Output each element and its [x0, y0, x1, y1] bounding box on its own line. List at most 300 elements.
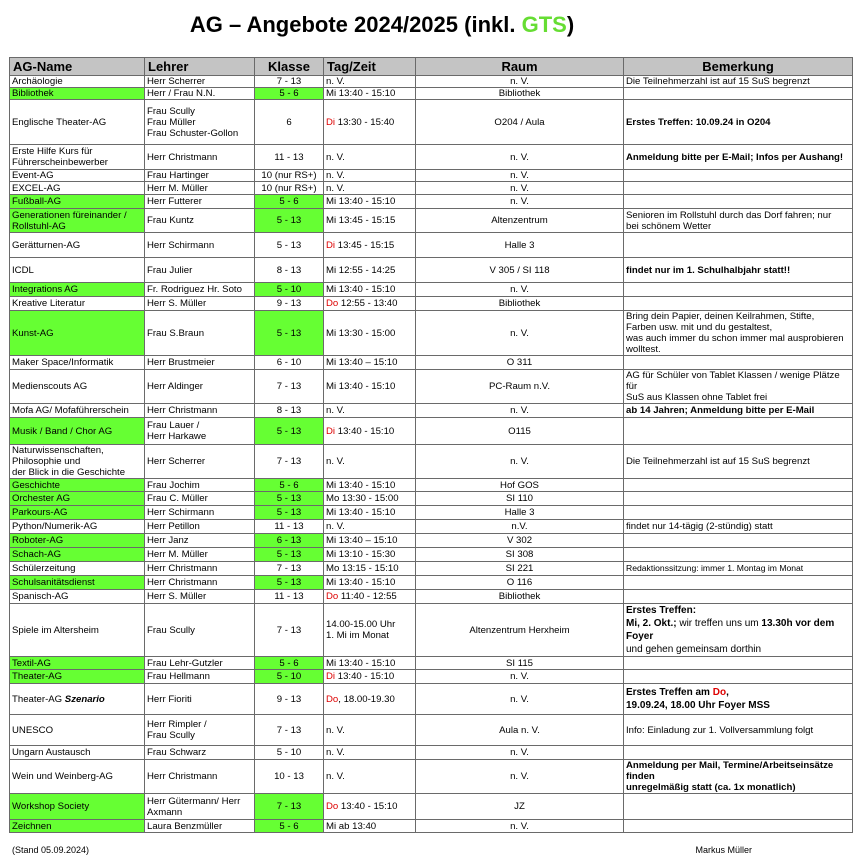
- cell-tag-zeit: n. V.: [324, 170, 416, 182]
- cell-klasse: 5 - 13: [255, 506, 324, 520]
- table-row: [10, 76, 853, 88]
- cell-tag-zeit: n. V.: [324, 746, 416, 760]
- cell-tag-zeit: n. V.: [324, 760, 416, 794]
- cell-raum: Halle 3: [416, 233, 624, 258]
- cell-lehrer: Frau Julier: [145, 258, 255, 283]
- table-row: [10, 311, 853, 356]
- cell-raum: O 311: [416, 356, 624, 370]
- line: AG für Schüler von Tablet Klassen / wenige Plätze für: [626, 370, 840, 392]
- cell-bemerkung: [624, 506, 853, 520]
- cell-klasse: 5 - 13: [255, 209, 324, 233]
- cell-lehrer: [145, 794, 255, 820]
- cell-lehrer: [145, 100, 255, 145]
- cell-tag-zeit: Mi 13:40 - 15:10: [324, 576, 416, 590]
- line: der Blick in die Geschichte: [12, 467, 126, 478]
- cell-raum: Bibliothek: [416, 297, 624, 311]
- cell-klasse: 6: [255, 100, 324, 145]
- cell-klasse: 5 - 13: [255, 311, 324, 356]
- cell-raum: SI 110: [416, 492, 624, 506]
- header-tag-zeit: Tag/Zeit: [324, 58, 416, 76]
- cell-tag-zeit: Mi 13:40 - 15:10: [324, 506, 416, 520]
- table-row: [10, 233, 853, 258]
- cell-raum: JZ: [416, 794, 624, 820]
- table-row: [10, 746, 853, 760]
- cell-bemerkung: [624, 670, 853, 684]
- line: Führerscheinbewerber: [12, 157, 108, 168]
- cell-klasse: 8 - 13: [255, 404, 324, 418]
- cell-bemerkung: [624, 209, 853, 233]
- cell-raum: n. V.: [416, 760, 624, 794]
- line: bei schönem Wetter: [626, 220, 712, 232]
- cell-klasse: 5 - 13: [255, 548, 324, 562]
- table-row: [10, 604, 853, 657]
- cell-lehrer: Herr Petillon: [145, 520, 255, 534]
- cell-lehrer: Frau Scully: [145, 604, 255, 657]
- cell-raum: SI 221: [416, 562, 624, 576]
- footer-author: Markus Müller: [695, 845, 752, 855]
- cell-raum: n. V.: [416, 684, 624, 715]
- weekday: Di: [326, 239, 336, 251]
- cell-klasse: 7 - 13: [255, 370, 324, 404]
- table-row: [10, 548, 853, 562]
- weekday: Di: [326, 116, 336, 128]
- line: Farben usw. mit und du gestaltest,: [626, 322, 773, 333]
- cell-raum: n. V.: [416, 170, 624, 182]
- cell-raum: V 302: [416, 534, 624, 548]
- cell-raum: n. V.: [416, 820, 624, 833]
- cell-raum: n. V.: [416, 670, 624, 684]
- line: Bring dein Papier, deinen Keilrahmen, Stifte,: [626, 311, 815, 322]
- line: Herr Gütermann/ Herr: [147, 795, 241, 807]
- cell-tag-zeit: Mi 13:40 - 15:10: [324, 283, 416, 297]
- cell-tag-zeit: [324, 297, 416, 311]
- table-row: [10, 209, 853, 233]
- line: Erste Hilfe Kurs für: [12, 146, 93, 157]
- cell-lehrer: Frau S.Braun: [145, 311, 255, 356]
- time: 11:40 - 12:55: [338, 591, 397, 602]
- cell-tag-zeit: Mi 12:55 - 14:25: [324, 258, 416, 283]
- table-row: [10, 479, 853, 492]
- line: Axmann: [147, 806, 183, 818]
- cell-tag-zeit: n. V.: [324, 145, 416, 170]
- cell-ag-name: Parkours-AG: [10, 506, 145, 520]
- cell-raum: V 305 / SI 118: [416, 258, 624, 283]
- cell-lehrer: Herr Christmann: [145, 576, 255, 590]
- cell-klasse: 5 - 10: [255, 283, 324, 297]
- cell-klasse: 11 - 13: [255, 520, 324, 534]
- table-row: [10, 445, 853, 479]
- cell-lehrer: Herr M. Müller: [145, 182, 255, 195]
- cell-ag-name: Musik / Band / Chor AG: [10, 418, 145, 445]
- cell-lehrer: Herr Brustmeier: [145, 356, 255, 370]
- cell-ag-name: [10, 445, 145, 479]
- cell-ag-name: Kunst-AG: [10, 311, 145, 356]
- weekday: Di: [326, 671, 336, 682]
- table-row: [10, 794, 853, 820]
- cell-bemerkung: [624, 88, 853, 100]
- line: Anmeldung per Mail, Termine/Arbeitseinsätze finden: [626, 760, 834, 782]
- cell-ag-name: Schülerzeitung: [10, 562, 145, 576]
- cell-klasse: 5 - 10: [255, 746, 324, 760]
- cell-ag-name: [10, 145, 145, 170]
- cell-raum: Aula n. V.: [416, 715, 624, 746]
- line: 19.09.24, 18.00 Uhr Foyer MSS: [626, 700, 770, 711]
- cell-tag-zeit: Mi 13:40 - 15:10: [324, 88, 416, 100]
- cell-raum: n. V.: [416, 404, 624, 418]
- cell-klasse: 6 - 10: [255, 356, 324, 370]
- cell-lehrer: Frau Kuntz: [145, 209, 255, 233]
- cell-klasse: 10 (nur RS+): [255, 182, 324, 195]
- cell-tag-zeit: Mi 13:40 – 15:10: [324, 534, 416, 548]
- cell-ag-name: Ungarn Austausch: [10, 746, 145, 760]
- cell-tag-zeit: Mi 13:10 - 15:30: [324, 548, 416, 562]
- cell-tag-zeit: Mo 13:30 - 15:00: [324, 492, 416, 506]
- cell-raum: n. V.: [416, 283, 624, 297]
- weekday: Do: [326, 298, 339, 309]
- cell-klasse: 7 - 13: [255, 794, 324, 820]
- cell-tag-zeit: [324, 670, 416, 684]
- cell-ag-name: Python/Numerik-AG: [10, 520, 145, 534]
- cell-tag-zeit: Mi 13:40 – 15:10: [324, 356, 416, 370]
- line: ,: [726, 687, 729, 698]
- table-row: [10, 684, 853, 715]
- cell-tag-zeit: n. V.: [324, 520, 416, 534]
- cell-ag-name: Textil-AG: [10, 657, 145, 670]
- table-row: [10, 170, 853, 182]
- cell-lehrer: Herr S. Müller: [145, 297, 255, 311]
- cell-ag-name: Archäologie: [10, 76, 145, 88]
- table-header-row: [10, 58, 853, 76]
- header-klasse: Klasse: [255, 58, 324, 76]
- time: 13:40 - 15:10: [338, 801, 398, 812]
- line: 13.30h vor dem Foyer: [626, 618, 835, 642]
- line: 1. Mi im Monat: [326, 630, 389, 641]
- cell-bemerkung: Anmeldung bitte per E-Mail; Infos per Aushang!: [624, 145, 853, 170]
- cell-ag-name: [10, 684, 145, 715]
- cell-ag-name: Geschichte: [10, 479, 145, 492]
- cell-bemerkung: ab 14 Jahren; Anmeldung bitte per E-Mail: [624, 404, 853, 418]
- table-row: [10, 715, 853, 746]
- cell-tag-zeit: Mi 13:40 - 15:10: [324, 479, 416, 492]
- line: Mi, 2. Okt.;: [626, 618, 677, 629]
- cell-ag-name: UNESCO: [10, 715, 145, 746]
- table-row: [10, 283, 853, 297]
- cell-raum: PC-Raum n.V.: [416, 370, 624, 404]
- cell-ag-name: Schulsanitätsdienst: [10, 576, 145, 590]
- cell-tag-zeit: n. V.: [324, 182, 416, 195]
- weekday: Do: [326, 591, 339, 602]
- cell-ag-name: ICDL: [10, 258, 145, 283]
- weekday: Do: [712, 687, 727, 698]
- cell-tag-zeit: Mi 13:40 - 15:10: [324, 657, 416, 670]
- table-row: [10, 145, 853, 170]
- table-row: [10, 297, 853, 311]
- cell-lehrer: Herr Christmann: [145, 760, 255, 794]
- cell-tag-zeit: [324, 233, 416, 258]
- table-row: [10, 534, 853, 548]
- table-row: [10, 670, 853, 684]
- cell-bemerkung: [624, 760, 853, 794]
- cell-klasse: 5 - 10: [255, 670, 324, 684]
- cell-klasse: 5 - 6: [255, 820, 324, 833]
- cell-klasse: 10 (nur RS+): [255, 170, 324, 182]
- cell-klasse: 7 - 13: [255, 76, 324, 88]
- cell-klasse: 5 - 13: [255, 576, 324, 590]
- table-row: [10, 492, 853, 506]
- page-title: AG – Angebote 2024/2025 (inkl. GTS): [189, 12, 575, 37]
- cell-ag-name: Event-AG: [10, 170, 145, 182]
- cell-ag-name: EXCEL-AG: [10, 182, 145, 195]
- cell-klasse: 5 - 13: [255, 492, 324, 506]
- cell-bemerkung: [624, 604, 853, 657]
- cell-tag-zeit: [324, 100, 416, 145]
- cell-klasse: 11 - 13: [255, 590, 324, 604]
- line: Frau Schuster-Gollon: [147, 127, 239, 139]
- cell-bemerkung: [624, 233, 853, 258]
- line: Herr Rimpler /: [147, 719, 207, 730]
- cell-tag-zeit: n. V.: [324, 404, 416, 418]
- time: 13:40 - 15:10: [335, 425, 395, 437]
- cell-bemerkung: [624, 182, 853, 195]
- line: Rollstuhl-AG: [12, 220, 66, 232]
- time: 13:40 - 15:10: [335, 671, 395, 682]
- cell-lehrer: Herr S. Müller: [145, 590, 255, 604]
- cell-lehrer: Herr Fioriti: [145, 684, 255, 715]
- line: Frau Lauer /: [147, 420, 200, 431]
- cell-bemerkung: [624, 794, 853, 820]
- cell-tag-zeit: [324, 604, 416, 657]
- table-row: [10, 820, 853, 833]
- cell-klasse: 11 - 13: [255, 145, 324, 170]
- cell-ag-name: Wein und Weinberg-AG: [10, 760, 145, 794]
- cell-ag-name: Integrations AG: [10, 283, 145, 297]
- cell-raum: O115: [416, 418, 624, 445]
- cell-bemerkung: [624, 590, 853, 604]
- cell-klasse: 9 - 13: [255, 297, 324, 311]
- table-row: [10, 258, 853, 283]
- cell-ag-name: Fußball-AG: [10, 195, 145, 209]
- line: Erstes Treffen:: [626, 605, 697, 616]
- cell-lehrer: Fr. Rodriguez Hr. Soto: [145, 283, 255, 297]
- table-row: [10, 195, 853, 209]
- cell-bemerkung: [624, 195, 853, 209]
- ag-name-extra: Szenario: [64, 693, 105, 705]
- cell-tag-zeit: [324, 418, 416, 445]
- cell-lehrer: Frau C. Müller: [145, 492, 255, 506]
- cell-raum: Halle 3: [416, 506, 624, 520]
- cell-lehrer: Frau Hellmann: [145, 670, 255, 684]
- cell-lehrer: Herr Scherrer: [145, 76, 255, 88]
- time: , 18.00-19.30: [338, 693, 395, 705]
- ag-name: Theater-AG: [12, 693, 63, 705]
- time: 12:55 - 13:40: [338, 298, 398, 309]
- cell-ag-name: Bibliothek: [10, 88, 145, 100]
- line: SuS aus Klassen ohne Tablet frei: [626, 392, 768, 403]
- cell-lehrer: Herr Futterer: [145, 195, 255, 209]
- cell-bemerkung: findet nur im 1. Schulhalbjahr statt!!: [624, 258, 853, 283]
- cell-bemerkung: [624, 684, 853, 715]
- header-bemerkung: Bemerkung: [624, 58, 853, 76]
- cell-lehrer: Herr / Frau N.N.: [145, 88, 255, 100]
- cell-bemerkung: [624, 548, 853, 562]
- table-row: [10, 576, 853, 590]
- header-lehrer: Lehrer: [145, 58, 255, 76]
- cell-lehrer: Herr Christmann: [145, 404, 255, 418]
- time: 13:45 - 15:15: [335, 239, 395, 251]
- cell-ag-name: Schach-AG: [10, 548, 145, 562]
- table-row: [10, 370, 853, 404]
- cell-raum: n. V.: [416, 746, 624, 760]
- cell-klasse: 5 - 13: [255, 233, 324, 258]
- line: Frau Müller: [147, 116, 196, 128]
- line: und gehen gemeinsam dorthin: [626, 644, 762, 655]
- cell-bemerkung: [624, 283, 853, 297]
- cell-tag-zeit: Mi 13:40 - 15:10: [324, 195, 416, 209]
- cell-raum: O204 / Aula: [416, 100, 624, 145]
- cell-tag-zeit: Mi 13:30 - 15:00: [324, 311, 416, 356]
- cell-tag-zeit: Mi ab 13:40: [324, 820, 416, 833]
- cell-lehrer: Laura Benzmüller: [145, 820, 255, 833]
- cell-klasse: 10 - 13: [255, 760, 324, 794]
- table-row: [10, 100, 853, 145]
- line: Herr Harkawe: [147, 431, 207, 442]
- cell-lehrer: Frau Hartinger: [145, 170, 255, 182]
- cell-lehrer: Frau Jochim: [145, 479, 255, 492]
- cell-ag-name: Gerätturnen-AG: [10, 233, 145, 258]
- cell-bemerkung: [624, 356, 853, 370]
- cell-bemerkung: [624, 311, 853, 356]
- cell-ag-name: Spanisch-AG: [10, 590, 145, 604]
- cell-bemerkung: Redaktionssitzung: immer 1. Montag im Monat: [624, 562, 853, 576]
- cell-klasse: 8 - 13: [255, 258, 324, 283]
- cell-ag-name: Mofa AG/ Mofaführerschein: [10, 404, 145, 418]
- cell-bemerkung: Erstes Treffen: 10.09.24 in O204: [624, 100, 853, 145]
- cell-lehrer: Herr Aldinger: [145, 370, 255, 404]
- cell-klasse: 6 - 13: [255, 534, 324, 548]
- table-row: [10, 404, 853, 418]
- table-row: [10, 657, 853, 670]
- cell-tag-zeit: Mi 13:40 - 15:10: [324, 370, 416, 404]
- cell-lehrer: [145, 418, 255, 445]
- cell-bemerkung: [624, 576, 853, 590]
- cell-klasse: 5 - 6: [255, 88, 324, 100]
- cell-bemerkung: [624, 492, 853, 506]
- table-body: [10, 76, 853, 833]
- cell-bemerkung: [624, 820, 853, 833]
- header-ag-name: AG-Name: [10, 58, 145, 76]
- weekday: Do: [326, 693, 339, 705]
- table-row: [10, 760, 853, 794]
- cell-tag-zeit: n. V.: [324, 715, 416, 746]
- cell-tag-zeit: n. V.: [324, 76, 416, 88]
- cell-raum: n. V.: [416, 311, 624, 356]
- cell-bemerkung: [624, 297, 853, 311]
- table-row: [10, 506, 853, 520]
- cell-klasse: 5 - 6: [255, 479, 324, 492]
- cell-lehrer: Frau Schwarz: [145, 746, 255, 760]
- line: Senioren im Rollstuhl durch das Dorf fahren; nur: [626, 209, 832, 221]
- cell-ag-name: Englische Theater-AG: [10, 100, 145, 145]
- table-row: [10, 520, 853, 534]
- cell-raum: n. V.: [416, 445, 624, 479]
- cell-bemerkung: Info: Einladung zur 1. Vollversammlung folgt: [624, 715, 853, 746]
- cell-ag-name: Orchester AG: [10, 492, 145, 506]
- cell-tag-zeit: [324, 794, 416, 820]
- cell-klasse: 5 - 6: [255, 195, 324, 209]
- cell-raum: O 116: [416, 576, 624, 590]
- footer-stand: (Stand 05.09.2024): [12, 845, 90, 855]
- cell-lehrer: Herr Christmann: [145, 145, 255, 170]
- cell-klasse: 9 - 13: [255, 684, 324, 715]
- line: Naturwissenschaften, Philosophie und: [12, 445, 104, 467]
- cell-raum: n. V.: [416, 195, 624, 209]
- weekday: Do: [326, 801, 339, 812]
- cell-bemerkung: [624, 746, 853, 760]
- cell-ag-name: Zeichnen: [10, 820, 145, 833]
- cell-raum: Hof GOS: [416, 479, 624, 492]
- table-row: [10, 356, 853, 370]
- cell-raum: SI 115: [416, 657, 624, 670]
- cell-raum: Altenzentrum Herxheim: [416, 604, 624, 657]
- cell-ag-name: Workshop Society: [10, 794, 145, 820]
- cell-lehrer: [145, 715, 255, 746]
- time: 13:30 - 15:40: [335, 116, 395, 128]
- cell-ag-name: [10, 209, 145, 233]
- cell-klasse: 7 - 13: [255, 604, 324, 657]
- line: Generationen füreinander /: [12, 209, 127, 221]
- line: wir treffen uns um: [676, 618, 762, 629]
- cell-klasse: 7 - 13: [255, 445, 324, 479]
- cell-klasse: 5 - 13: [255, 418, 324, 445]
- cell-lehrer: Herr Christmann: [145, 562, 255, 576]
- cell-ag-name: Roboter-AG: [10, 534, 145, 548]
- table-row: [10, 562, 853, 576]
- cell-raum: SI 308: [416, 548, 624, 562]
- cell-raum: Bibliothek: [416, 590, 624, 604]
- cell-bemerkung: findet nur 14-tägig (2-stündig) statt: [624, 520, 853, 534]
- cell-bemerkung: [624, 418, 853, 445]
- cell-ag-name: Medienscouts AG: [10, 370, 145, 404]
- line: unregelmäßig statt (ca. 1x monatlich): [626, 782, 796, 793]
- cell-bemerkung: [624, 479, 853, 492]
- cell-tag-zeit: Mi 13:45 - 15:15: [324, 209, 416, 233]
- cell-lehrer: Herr M. Müller: [145, 548, 255, 562]
- table-row: [10, 418, 853, 445]
- line: was auch immer du schon immer mal ausprobieren wolltest.: [626, 333, 844, 355]
- cell-bemerkung: Die Teilnehmerzahl ist auf 15 SuS begrenzt: [624, 445, 853, 479]
- cell-lehrer: Herr Schirmann: [145, 506, 255, 520]
- cell-lehrer: Herr Janz: [145, 534, 255, 548]
- cell-raum: Altenzentrum: [416, 209, 624, 233]
- cell-ag-name: Theater-AG: [10, 670, 145, 684]
- cell-raum: n.V.: [416, 520, 624, 534]
- cell-klasse: 7 - 13: [255, 562, 324, 576]
- cell-raum: Bibliothek: [416, 88, 624, 100]
- cell-klasse: 7 - 13: [255, 715, 324, 746]
- cell-bemerkung: [624, 657, 853, 670]
- cell-bemerkung: Die Teilnehmerzahl ist auf 15 SuS begrenzt: [624, 76, 853, 88]
- line: Frau Scully: [147, 105, 195, 117]
- weekday: Di: [326, 425, 336, 437]
- line: 14.00-15.00 Uhr: [326, 619, 396, 630]
- cell-tag-zeit: Mo 13:15 - 15:10: [324, 562, 416, 576]
- gts-label: GTS: [521, 12, 567, 37]
- cell-tag-zeit: n. V.: [324, 445, 416, 479]
- cell-lehrer: Frau Lehr-Gutzler: [145, 657, 255, 670]
- table-row: [10, 590, 853, 604]
- cell-ag-name: Kreative Literatur: [10, 297, 145, 311]
- line: Erstes Treffen am: [626, 687, 713, 698]
